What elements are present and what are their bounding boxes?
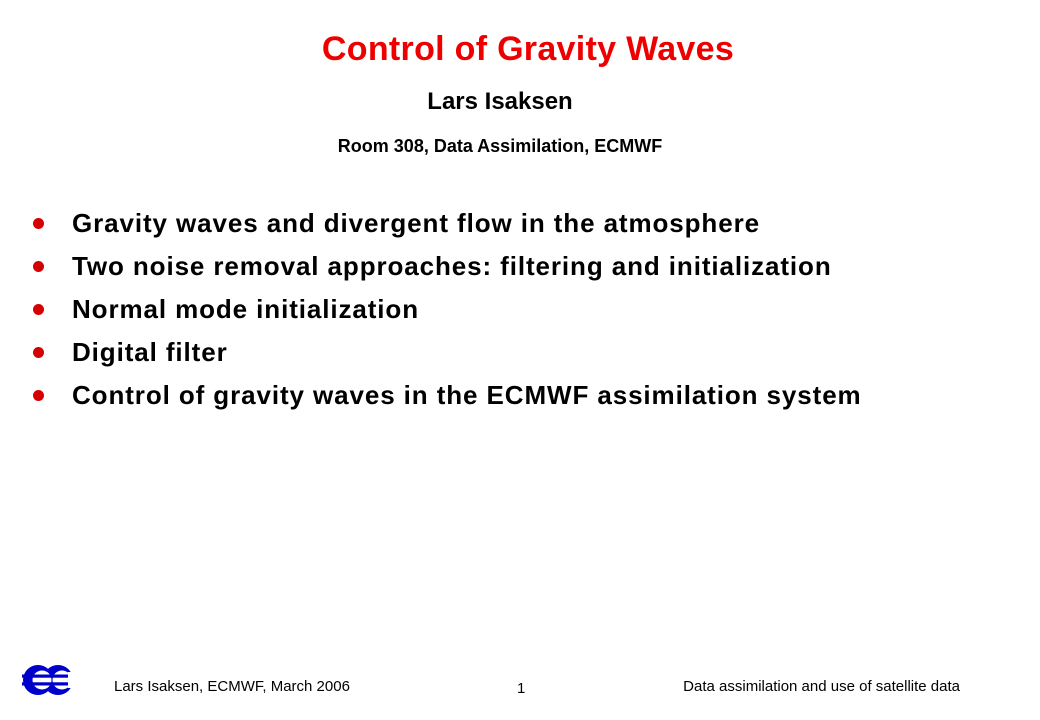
bullet-dot-icon	[32, 249, 72, 283]
bullet-text: Normal mode initialization	[72, 294, 419, 324]
bullet-item	[32, 249, 1012, 283]
bullet-item	[32, 335, 1012, 369]
bullet-dot-icon	[32, 378, 72, 412]
bullet-text: Gravity waves and divergent flow in the atmosphere	[72, 208, 760, 238]
bullet-dot-icon	[32, 292, 72, 326]
bullet-text: Control of gravity waves in the ECMWF assimilation system	[72, 380, 862, 410]
ecmwf-logo-icon	[22, 660, 74, 700]
bullet-item	[32, 292, 1012, 326]
bullet-dot-icon	[32, 335, 72, 369]
bullet-list	[32, 206, 1012, 421]
bullet-item	[32, 378, 1012, 412]
bullet-item	[32, 206, 1012, 240]
page-number: 1	[517, 680, 526, 697]
bullet-text: Two noise removal approaches: filtering and initialization	[72, 251, 832, 281]
author-name: Lars Isaksen	[427, 88, 573, 115]
slide-title: Control of Gravity Waves	[321, 30, 735, 68]
footer-author-date: Lars Isaksen, ECMWF, March 2006	[114, 678, 350, 695]
author-affiliation: Room 308, Data Assimilation, ECMWF	[337, 136, 663, 156]
bullet-dot-icon	[32, 206, 72, 240]
bullet-text: Digital filter	[72, 337, 228, 367]
footer-course-title: Data assimilation and use of satellite data	[683, 678, 960, 695]
